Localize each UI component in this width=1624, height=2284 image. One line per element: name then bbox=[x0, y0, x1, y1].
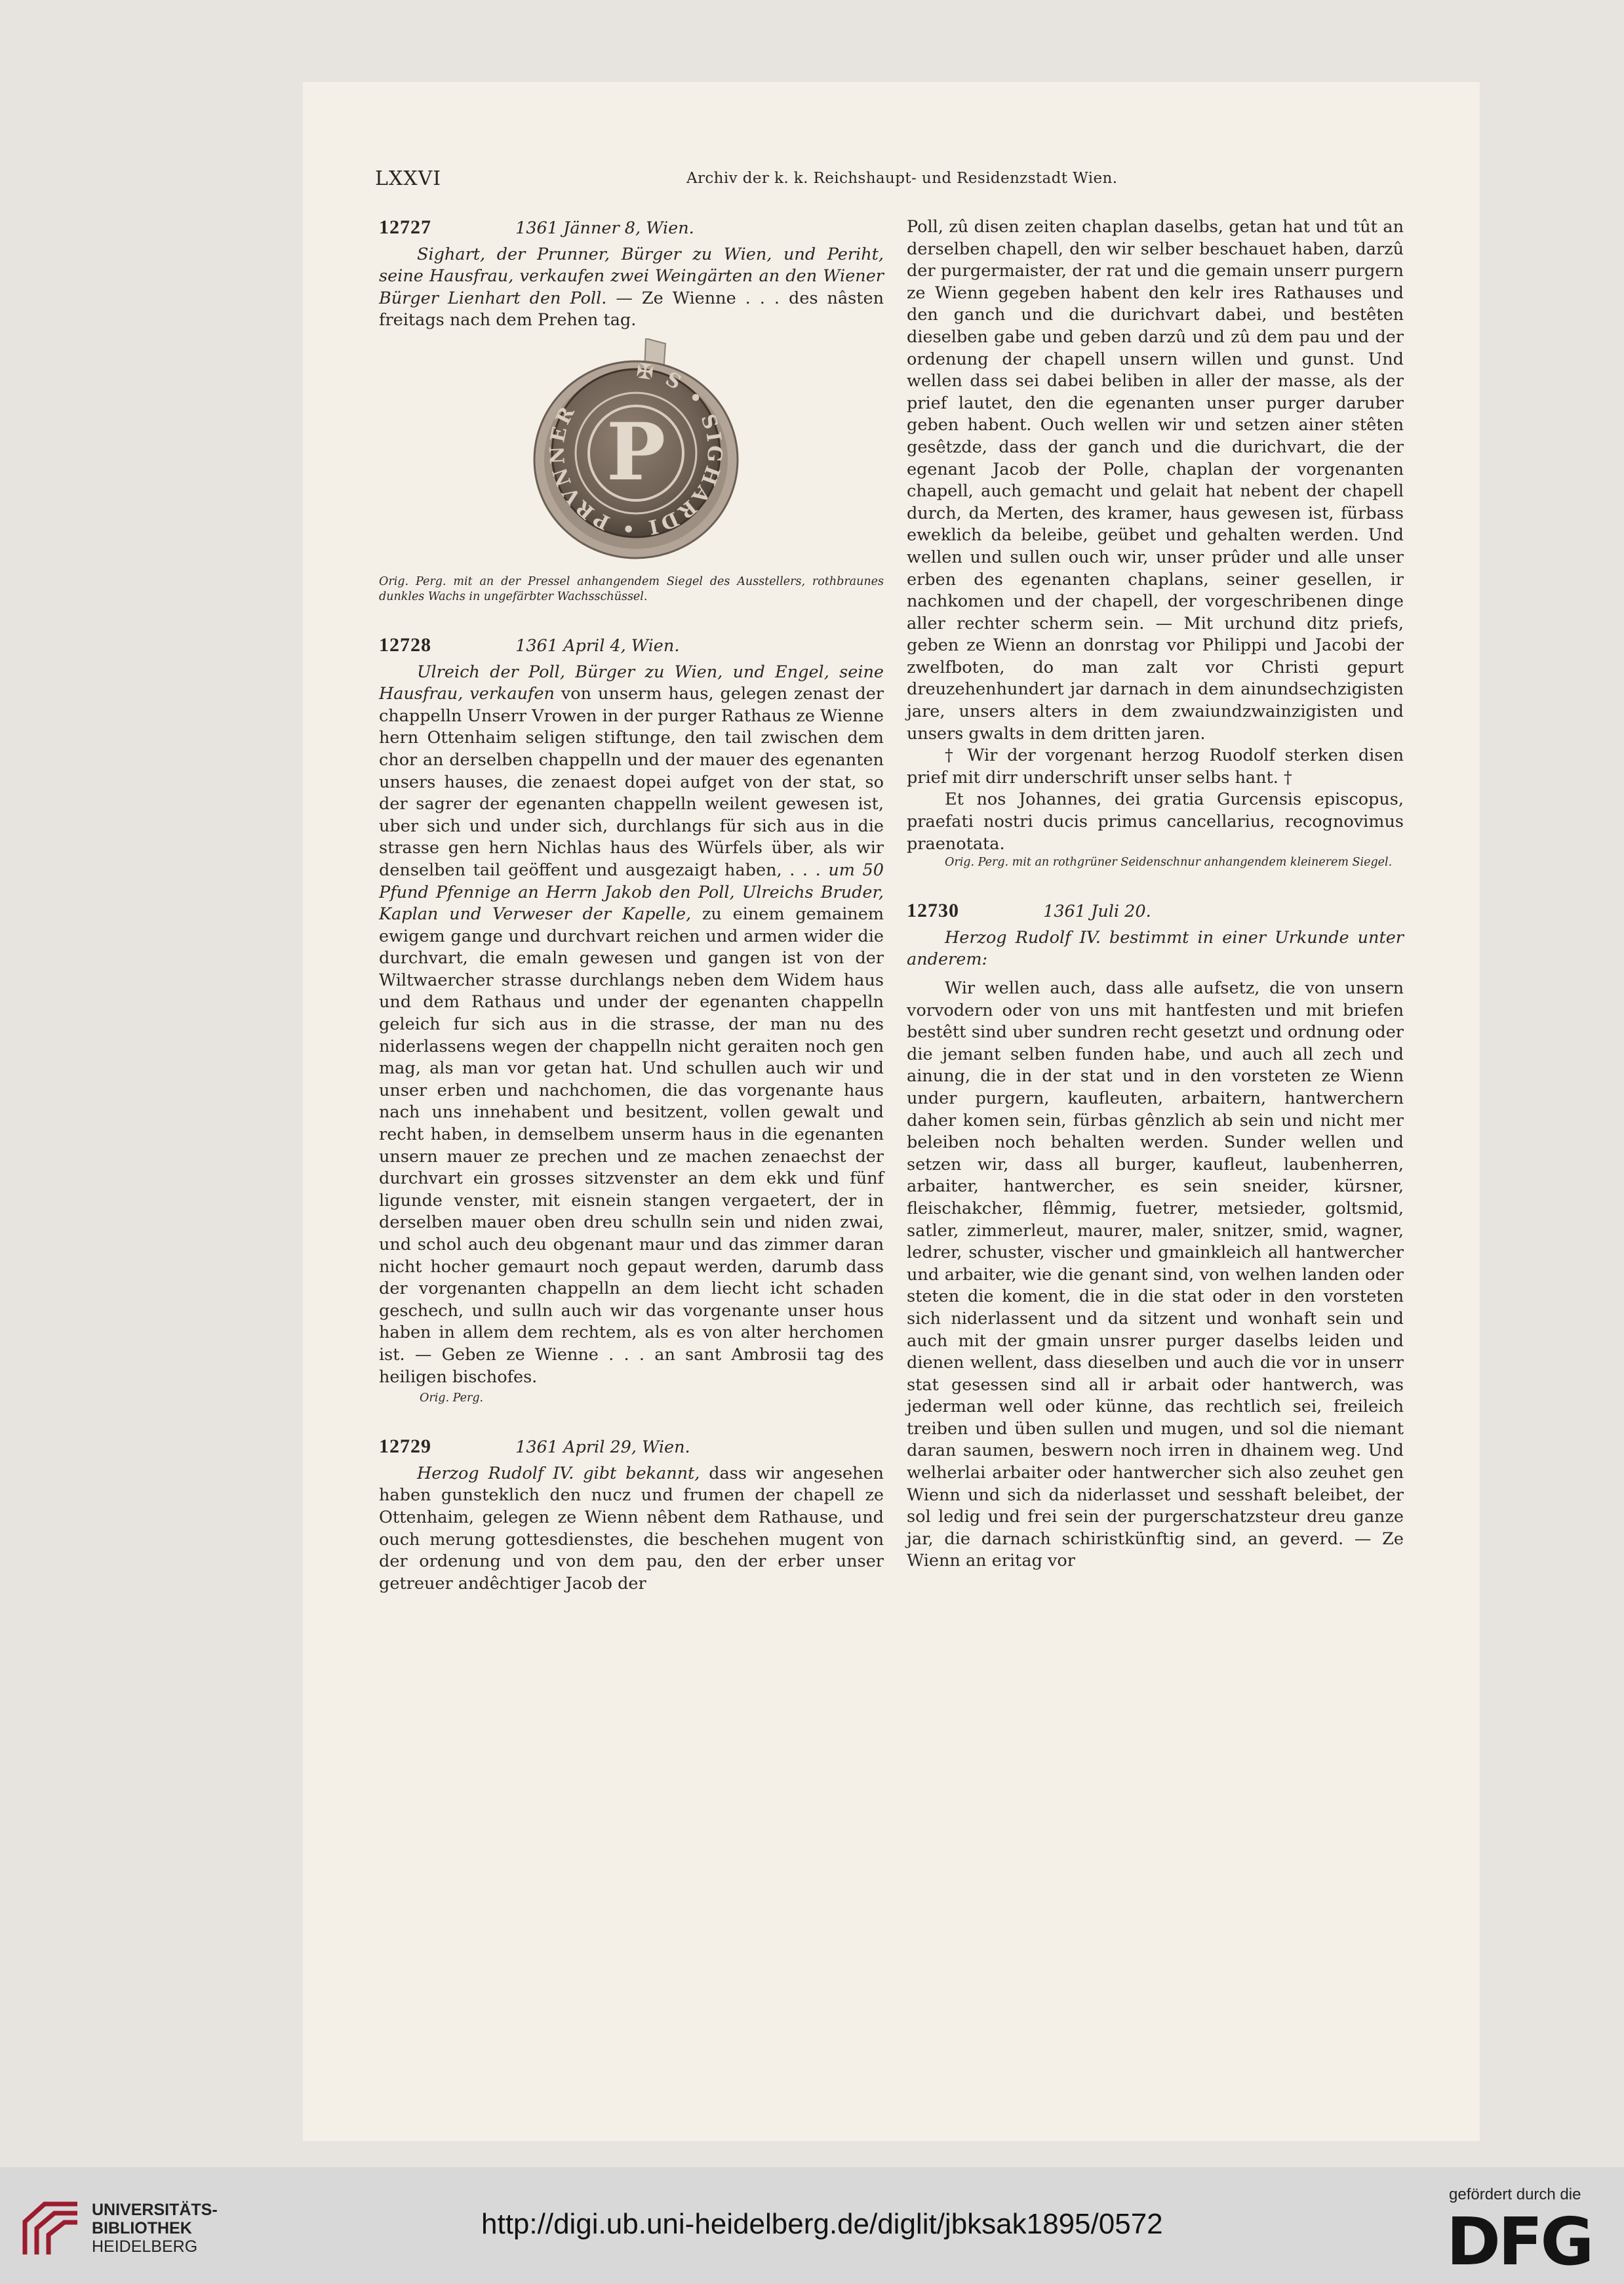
entry-summary: Herzog Rudolf IV. gibt bekannt, bbox=[417, 1463, 700, 1483]
running-title: Archiv der k. k. Reichshaupt- und Residenzstadt Wien. bbox=[686, 170, 1118, 187]
entry-text: von unserm haus, gelegen zenast der chappelln Unserr Vrowen in der purger Rathaus ze Wienne hern Ottenhaim seligen stiftunge, den tail zwischen dem chor an derselben chappelln und der mauer des egenanten unsers hauses, die zenaest dopei aufget von der stat, so der sagrer der egenanten chappelln weilent gewesen ist, uber sich und under sich, durchlangs für sich aus in die strasse gen hern Nichlas haus des Würfels über, als wir denselben tail geöffent und ausgezaigt haben, . . . bbox=[379, 684, 884, 880]
entry-body-12729 bbox=[379, 1463, 884, 1595]
university-library-logo-icon bbox=[18, 2199, 84, 2258]
entry-summary: Ulreich der Poll, Bürger zu Wien, und Engel, seine Hausfrau, verkaufen bbox=[379, 662, 884, 704]
paragraph-subscription: † Wir der vorgenant herzog Ruodolf sterken disen prief mit dirr underschrift unser selbs hant. † bbox=[907, 746, 1404, 788]
permalink-url[interactable]: http://digi.ub.uni-heidelberg.de/diglit/jbksak1895/0572 bbox=[481, 2208, 1163, 2240]
entry-header-12729 bbox=[379, 1435, 884, 1459]
entry-number: 12727 bbox=[379, 216, 431, 238]
seal-note-12727: Orig. Perg. mit an der Pressel anhangendem Siegel des Ausstellers, rothbraunes dunkles Wachs in ungefärbter Wachsschüssel. bbox=[379, 574, 884, 603]
entry-date: 1361 Juli 20. bbox=[1043, 902, 1151, 922]
library-line-2: BIBLIOTHEK bbox=[92, 2219, 192, 2237]
right-column bbox=[907, 216, 1404, 1573]
funding-note: gefördert durch die bbox=[1449, 2186, 1581, 2203]
seal-monogram: P bbox=[606, 405, 666, 498]
paragraph-recognition: Et nos Johannes, dei gratia Gurcensis episcopus, praefati nostri ducis primus cancellarius, recognovimus praenotata. bbox=[907, 790, 1404, 854]
entry-summary-12730: Herzog Rudolf IV. bestimmt in einer Urkunde unter anderem: bbox=[907, 927, 1404, 970]
seal-image bbox=[531, 338, 741, 568]
library-line-1: UNIVERSITÄTS- bbox=[92, 2201, 218, 2219]
dfg-logo-text: DFG bbox=[1446, 2205, 1592, 2271]
entry-summary: Sighart, der Prunner, Bürger zu Wien, und Periht, seine Hausfrau, verkaufen zwei Weingärten an den Wiener Bürger Lienhart den Poll. bbox=[379, 244, 884, 308]
entry-number: 12730 bbox=[907, 900, 959, 922]
entry-text: dass wir angesehen haben gunsteklich den nucz und frumen der chapell ze Ottenhaim, gelegen ze Wienn nêbent dem Rathause, und ouch merung gottesdienstes, die beschehen mugent von der ordenung und von dem pau, den der erber unser getreuer andêchtiger Jacob der bbox=[379, 1463, 884, 1593]
left-column bbox=[379, 216, 884, 1595]
entry-text: — Ze Wienne . . . des nâsten freitags nach dem Prehen tag. bbox=[379, 288, 884, 331]
paragraph-12729-cont: Poll, zû disen zeiten chaplan daselbs, getan hat und tût an derselben chapell, den wir selber beschauet haben, darzû der purgermaister, der rat und die gemain unserr purgern ze Wienn gegeben habent den kelr ires Rathauses und den ganch und die durichvart dabei, und bestêten dieselben gabe und geben darzû und zû dem pau und der ordenung der chapell unsern willen und gunst. Und wellen dass sei dabei beliben in aller der masse, als der prief lautet, den die egenanten unser purger daruber geben habent. Ouch wellen wir und setzen ainer stêten gesêtzde, dass der ganch und die durichvart, die der egenant Jacob der Polle, chaplan der vorgenanten chapell, auch gemacht und gelait hat nebent der chapell durch, da Merten, des kramer, haus gewesen ist, fürbass eweklich da beleibe, geübet und gehalten werden. Und wellen und sullen ouch wir, unser prûder und alle unser erben des egenanten chaplans, seiner gesellen, ir nachkomen und der chapell, der vorgeschribenen dinge aller rechter scherm sein. — Mit urchund ditz priefs, geben ze Wienn an donrstag vor Philippi und Jacobi der zwelfboten, do man zalt vor Christi gepurt dreuzehenhundert jar darnach in dem ainundsechzigisten jare, unsers alters in dem zwaiundzwainzigisten und unsers gwalts in dem dritten jaren. bbox=[907, 217, 1404, 744]
page-header bbox=[375, 167, 1118, 193]
entry-text-12730: Wir wellen auch, dass alle aufsetz, die von unsern vorvodern oder von uns mit hantfesten und mit briefen bestêtt sind uber sundren recht gesetzt und ordnung oder die jemant selben funden habe, und auch all zech und ainung, die in der stat und in den vorsteten ze Wienn under purgern, kaufleuten, arbaitern, hantwerchern daher komen sein, fürbas gênzlich ab sein und nicht mer beleiben noch behalten werden. Sunder wellen und setzen wir, dass all burger, kaufleut, laubenherren, arbaiter, hantwercher, es sein sneider, kürsner, fleischakcher, flêmmig, fuetrer, metsieder, goltsmid, satler, zimmerleut, maurer, maler, snitzer, smid, wagner, ledrer, schuster, vischer und gmainkleich all hantwercher und arbaiter, wie die genant sind, von welhen landen oder steten die koment, die in die stat oder in den vorsteten sich niderlassent und da sitzent und wonhaft sein und auch mit der gmain unsrer purger daselbs leiden und dienen wellent, dass dieselben und auch die vor in unserr stat gesessen sind all ir arbait oder hantwerch, was jederman well oder künne, das rechtlich sei, freileich treiben und üben sullen und mugen, und sol die niemant daran saumen, beswern noch irren in dhainem weg. Und welherlai arbaiter oder hantwercher sich also zeuhet gen Wienn und sich da niderlasset und sesshaft beleibet, der sol ledig und frei sein der purgerschatzsteur dreu ganze jar, die darnach schiristkünftig sind, an geverd. — Ze Wienn an eritag vor bbox=[907, 978, 1404, 1571]
entry-body-12728 bbox=[379, 662, 884, 1389]
entry-number: 12728 bbox=[379, 633, 431, 656]
entry-header-12730 bbox=[907, 900, 1404, 923]
entry-number: 12729 bbox=[379, 1435, 431, 1458]
entry-header-12728 bbox=[379, 634, 884, 658]
entry-date: 1361 April 4, Wien. bbox=[515, 635, 680, 656]
seal-figure bbox=[379, 332, 884, 574]
footer-bar bbox=[0, 2167, 1624, 2284]
entry-header-12727 bbox=[379, 216, 884, 240]
entry-body-12727 bbox=[379, 244, 884, 332]
note-12728: Orig. Perg. bbox=[420, 1392, 484, 1405]
university-library-name bbox=[92, 2201, 218, 2256]
note-12729: Orig. Perg. mit an rothgrüner Seidenschnur anhangendem kleinerem Siegel. bbox=[945, 856, 1393, 870]
entry-date: 1361 Jänner 8, Wien. bbox=[515, 218, 694, 238]
entry-text-b: zu einem gemainem ewigem gange und durchvart reichen und armen wider die durchvart, die emaln gewesen und gangen ist von der Wiltwaercher strasse durchlangs neben dem Widem haus und dem Rathaus und under der egenanten chappelln geleich fur sich aus in die strasse, der man nu des niderlassens wegen der chappelln nicht geraiten noch gen mag, als man vor getan hat. Und schullen auch wir und unser erben und nachchomen, die das vorgenante haus nach uns innehabent und besitzent, vollen gewalt und recht haben, in demselbem unserm haus in die egenanten unsern mauer ze prechen und ze machen zenaechst der durchvart ein grosses sitzvenster an dem ekk und fünf ligunde venster, mit eisnein stangen vergaetert, der in derselben mauer oben dreu schulln sein und niden zwai, und schol auch deu obgenant maur und das zimmer daran nicht hocher gemaurt noch gepaut werden, darumb dass der vorgenanten chappelln an dem liecht icht schaden geschech, und sulln auch wir das vorgenante unser hous haben in allem dem rechtem, als es von alter herchomen ist. — Geben ze Wienne . . . an sant Ambrosii tag des heiligen bischofes. bbox=[379, 904, 884, 1387]
dfg-logo bbox=[1442, 2205, 1606, 2271]
page-number: LXXVI bbox=[375, 167, 442, 190]
entry-date: 1361 April 29, Wien. bbox=[515, 1437, 690, 1458]
library-line-3: HEIDELBERG bbox=[92, 2237, 198, 2256]
entry-summary-b: um 50 Pfund Pfennige an Herrn Jakob den Poll, Ulreichs Bruder, Kaplan und Verweser der Kapelle, bbox=[379, 860, 884, 925]
seal-legend: ✠ S • SIGHARDI • PRVNNER bbox=[545, 359, 726, 540]
